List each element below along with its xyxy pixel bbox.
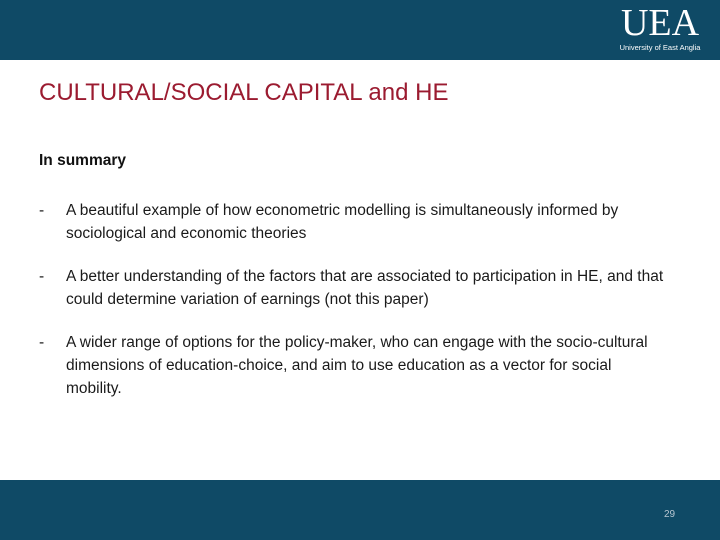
footer-band (0, 480, 720, 540)
page-number: 29 (664, 509, 676, 520)
bullet-item (39, 199, 669, 245)
bullet-text: A better understanding of the factors that are associated to participation in HE, and that could determine variation of earnings (not this paper) (66, 268, 664, 308)
bullet-text: A beautiful example of how econometric modelling is simultaneously informed by sociological and economic theories (66, 202, 619, 242)
header-band (0, 0, 720, 60)
bullet-text: A wider range of options for the policy-maker, who can engage with the socio-cultural dimensions of education-choice, and aim to use education as a vector for social mobility. (66, 334, 648, 397)
uea-logo (612, 3, 708, 55)
bullet-item (39, 265, 669, 311)
summary-heading: In summary (39, 152, 127, 169)
logo-mark: UEA (620, 2, 700, 44)
bullet-list (39, 199, 669, 420)
slide-title: CULTURAL/SOCIAL CAPITAL and HE (39, 79, 449, 106)
logo-text: University of East Anglia (619, 43, 701, 52)
bullet-item (39, 331, 669, 400)
bullet-marker: - (39, 334, 45, 351)
bullet-marker: - (39, 268, 45, 285)
bullet-marker: - (39, 202, 45, 219)
